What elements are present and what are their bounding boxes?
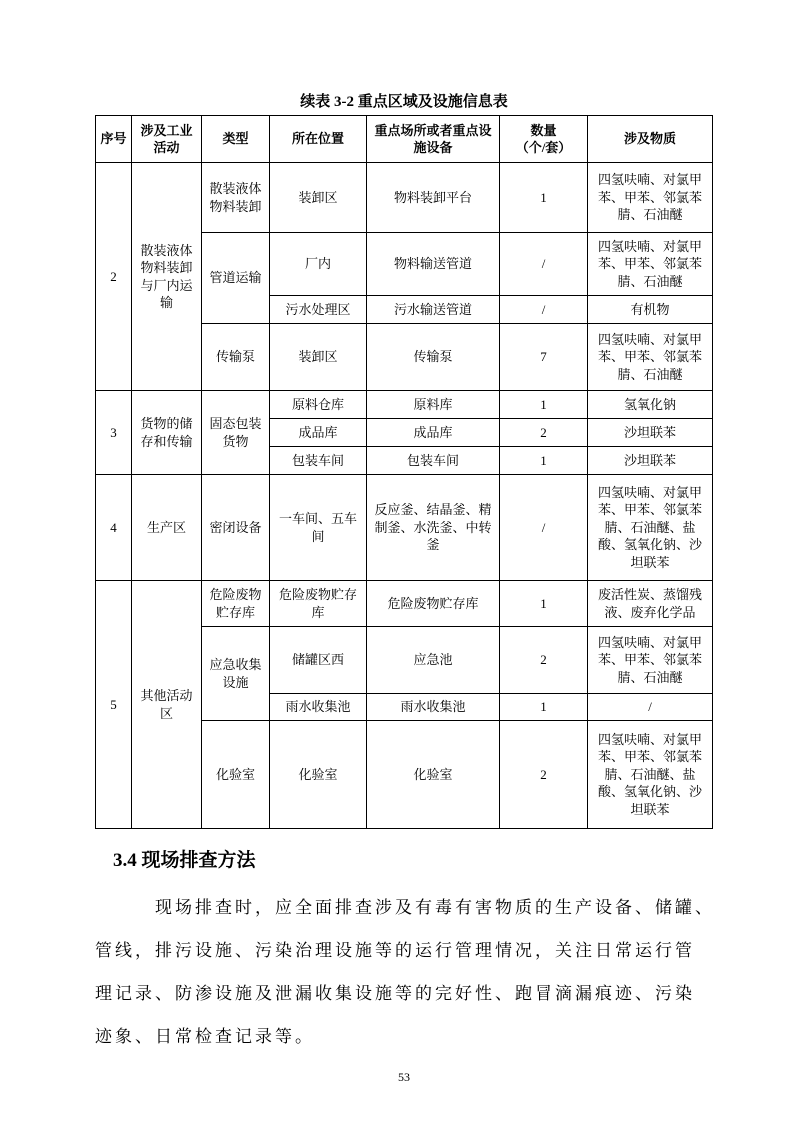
cell-seq: 2 [96,163,132,391]
header-quantity-line2: （个/套） [515,140,572,155]
paragraph-line: 现场排查时，应全面排查涉及有毒有害物质的生产设备、储罐、 [155,898,715,917]
cell-type: 危险废物贮存库 [202,581,270,627]
facility-info-table [95,115,713,829]
cell-quantity: 2 [500,627,588,694]
cell-type: 化验室 [202,721,270,829]
header-facility: 重点场所或者重点设施设备 [367,116,500,163]
cell-seq: 3 [96,391,132,475]
cell-location: 化验室 [270,721,367,829]
cell-substances: 氢氧化钠 [588,391,713,419]
header-row [96,116,713,163]
cell-quantity: / [500,475,588,581]
cell-location: 危险废物贮存库 [270,581,367,627]
cell-facility: 应急池 [367,627,500,694]
cell-substances: 四氢呋喃、对氯甲苯、甲苯、邻氯苯腈、石油醚 [588,324,713,391]
cell-location: 包装车间 [270,447,367,475]
cell-activity: 其他活动区 [132,581,202,829]
cell-type: 固态包装货物 [202,391,270,475]
cell-substances: 有机物 [588,296,713,324]
table-row [96,391,713,419]
cell-type: 应急收集设施 [202,627,270,721]
cell-location: 成品库 [270,419,367,447]
paragraph-line: 管线，排污设施、污染治理设施等的运行管理情况，关注日常运行管 [95,941,695,960]
table-row [96,163,713,233]
cell-type: 密闭设备 [202,475,270,581]
cell-activity: 生产区 [132,475,202,581]
cell-type: 散装液体物料装卸 [202,163,270,233]
body-paragraph [95,886,715,1058]
cell-location: 雨水收集池 [270,694,367,721]
header-quantity-line1: 数量 [530,122,557,138]
cell-facility: 危险废物贮存库 [367,581,500,627]
cell-type: 传输泵 [202,324,270,391]
content-area [95,0,713,1085]
cell-quantity: 7 [500,324,588,391]
cell-location: 一车间、五车间 [270,475,367,581]
cell-location: 储罐区西 [270,627,367,694]
cell-location: 原料仓库 [270,391,367,419]
cell-quantity: 1 [500,447,588,475]
cell-activity: 散装液体物料装卸与厂内运输 [132,163,202,391]
cell-facility: 物料输送管道 [367,233,500,296]
header-substances: 涉及物质 [588,116,713,163]
header-quantity [500,116,588,163]
header-activity: 涉及工业活动 [132,116,202,163]
cell-facility: 化验室 [367,721,500,829]
table-row [96,475,713,581]
header-seq: 序号 [96,116,132,163]
cell-facility: 反应釜、结晶釜、精制釜、水洗釜、中转釜 [367,475,500,581]
table-title: 续表 3-2 重点区域及设施信息表 [300,94,508,110]
cell-substances: 四氢呋喃、对氯甲苯、甲苯、邻氯苯腈、石油醚、盐酸、氢氧化钠、沙坦联苯 [588,475,713,581]
cell-location: 厂内 [270,233,367,296]
cell-facility: 包装车间 [367,447,500,475]
cell-substances: 四氢呋喃、对氯甲苯、甲苯、邻氯苯腈、石油醚、盐酸、氢氧化钠、沙坦联苯 [588,721,713,829]
cell-quantity: 1 [500,694,588,721]
cell-quantity: 2 [500,419,588,447]
cell-location: 装卸区 [270,324,367,391]
cell-activity: 货物的储存和传输 [132,391,202,475]
cell-location: 污水处理区 [270,296,367,324]
cell-quantity: 2 [500,721,588,829]
cell-substances: 沙坦联苯 [588,419,713,447]
header-type: 类型 [202,116,270,163]
cell-facility: 污水输送管道 [367,296,500,324]
paragraph-line: 理记录、防渗设施及泄漏收集设施等的完好性、跑冒滴漏痕迹、污染 [95,984,695,1003]
cell-substances: 四氢呋喃、对氯甲苯、甲苯、邻氯苯腈、石油醚 [588,627,713,694]
paragraph-line: 迹象、日常检查记录等。 [95,1027,315,1046]
cell-substances: 四氢呋喃、对氯甲苯、甲苯、邻氯苯腈、石油醚 [588,163,713,233]
cell-type: 管道运输 [202,233,270,324]
table-row [96,581,713,627]
cell-seq: 4 [96,475,132,581]
cell-quantity: / [500,296,588,324]
cell-substances: / [588,694,713,721]
cell-seq: 5 [96,581,132,829]
cell-facility: 原料库 [367,391,500,419]
cell-substances: 废活性炭、蒸馏残液、废弃化学品 [588,581,713,627]
cell-quantity: 1 [500,163,588,233]
cell-location: 装卸区 [270,163,367,233]
cell-quantity: / [500,233,588,296]
cell-facility: 传输泵 [367,324,500,391]
cell-facility: 成品库 [367,419,500,447]
page-number: 53 [398,1070,410,1084]
cell-facility: 雨水收集池 [367,694,500,721]
header-location: 所在位置 [270,116,367,163]
cell-facility: 物料装卸平台 [367,163,500,233]
cell-quantity: 1 [500,391,588,419]
cell-substances: 沙坦联苯 [588,447,713,475]
cell-substances: 四氢呋喃、对氯甲苯、甲苯、邻氯苯腈、石油醚 [588,233,713,296]
section-heading: 3.4 现场排查方法 [113,850,256,871]
cell-quantity: 1 [500,581,588,627]
